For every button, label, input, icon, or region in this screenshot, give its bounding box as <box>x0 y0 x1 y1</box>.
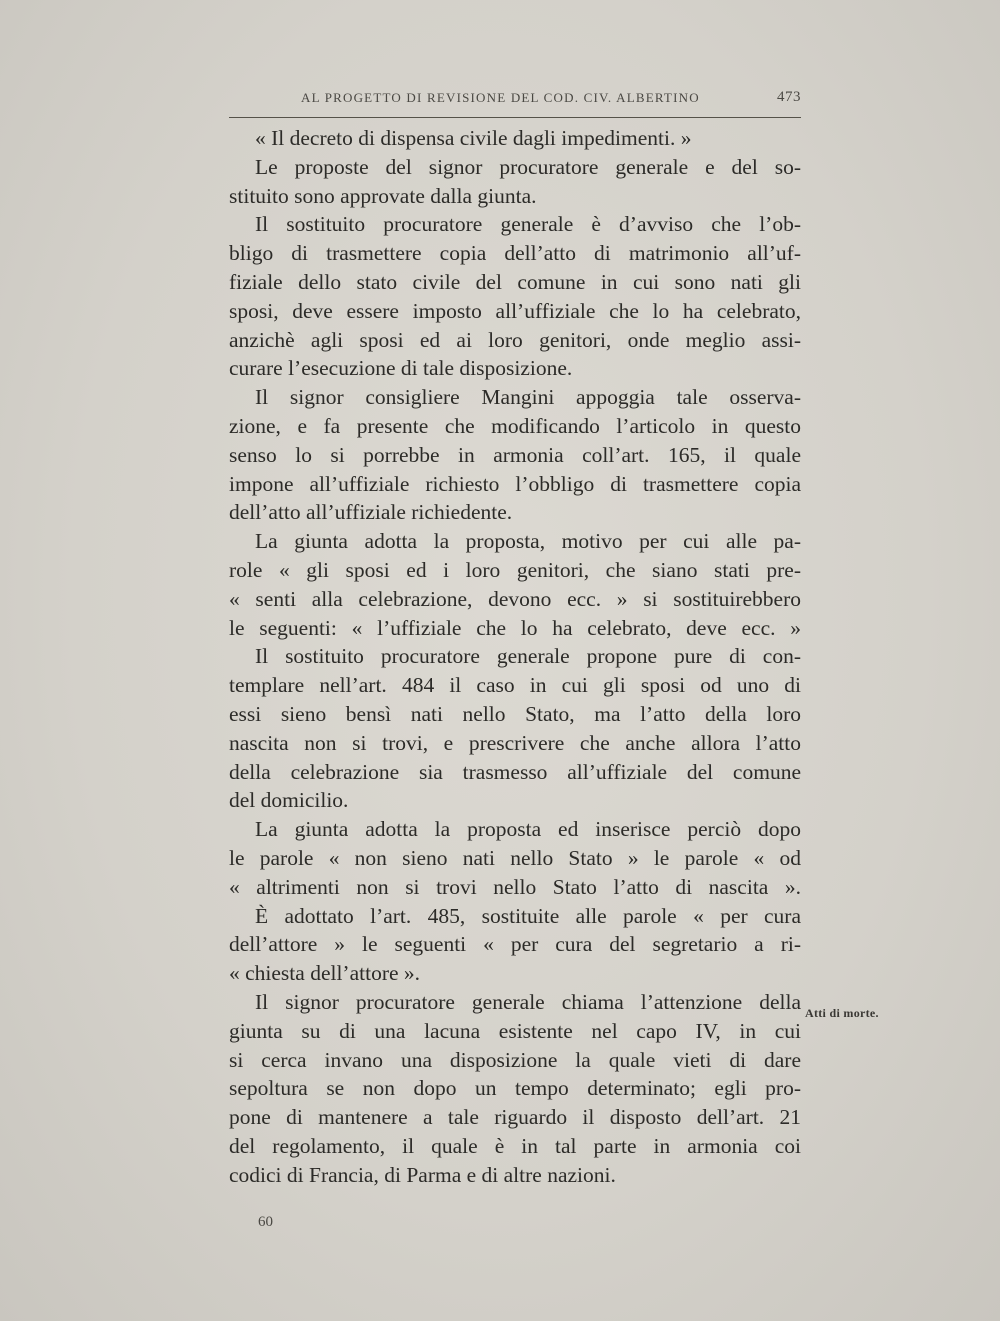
text-line: della celebrazione sia trasmesso all’uffiziale del comune <box>229 759 801 784</box>
text-line: stituito sono approvate dalla giunta. <box>229 183 537 208</box>
text-line: Il sostituito procuratore generale propone pure di con- <box>255 644 801 669</box>
text-line: essi sieno bensì nati nello Stato, ma l’atto della loro <box>229 701 801 726</box>
text-line: role « gli sposi ed i loro genitori, che siano stati pre- <box>229 557 801 582</box>
page-number: 473 <box>777 89 801 105</box>
header-rule <box>229 117 801 118</box>
text-line: sposi, deve essere imposto all’uffiziale che lo ha celebrato, <box>229 298 801 323</box>
text-line: le parole « non sieno nati nello Stato » le parole « od <box>229 845 801 870</box>
text-line: « chiesta dell’attore ». <box>229 961 421 986</box>
text-line: La giunta adotta la proposta, motivo per cui alle pa- <box>255 529 801 554</box>
text-line: « Il decreto di dispensa civile dagli impedimenti. » <box>255 126 692 150</box>
body-text <box>229 124 801 1189</box>
text-line: del domicilio. <box>229 788 349 813</box>
text-line: Le proposte del signor procuratore generale e del so- <box>255 154 801 179</box>
text-line: Il signor consigliere Mangini appoggia tale osserva- <box>255 385 801 410</box>
signature-mark: 60 <box>258 1214 273 1230</box>
text-line: codici di Francia, di Parma e di altre nazioni. <box>229 1162 616 1187</box>
text-line: La giunta adotta la proposta ed inserisce perciò dopo <box>255 817 801 842</box>
text-line: pone di mantenere a tale riguardo il disposto dell’art. 21 <box>229 1105 801 1130</box>
running-header-title: AL PROGETTO DI REVISIONE DEL COD. CIV. ALBERTINO <box>301 90 700 105</box>
margin-note: Atti di morte. <box>805 1006 879 1020</box>
text-line: le seguenti: « l’uffiziale che lo ha celebrato, deve ecc. » <box>229 615 801 640</box>
text-line: impone all’uffiziale richiesto l’obbligo di trasmettere copia <box>229 471 801 496</box>
text-line: Il sostituito procuratore generale è d’avviso che l’ob- <box>255 212 801 237</box>
text-line: senso lo si porrebbe in armonia coll’art. 165, il quale <box>229 442 801 467</box>
text-line: sepoltura se non dopo un tempo determinato; egli pro- <box>229 1076 801 1101</box>
text-line: del regolamento, il quale è in tal parte in armonia coi <box>229 1133 801 1158</box>
text-line: anzichè agli sposi ed ai loro genitori, onde meglio assi- <box>229 327 801 352</box>
text-line: È adottato l’art. 485, sostituite alle parole « per cura <box>255 903 801 928</box>
text-line: fiziale dello stato civile del comune in cui sono nati gli <box>229 269 801 294</box>
text-line: Il signor procuratore generale chiama l’attenzione della <box>255 989 801 1014</box>
text-line: dell’attore » le seguenti « per cura del segretario a ri- <box>229 932 801 957</box>
text-line: curare l’esecuzione di tale disposizione. <box>229 356 573 381</box>
text-line: giunta su di una lacuna esistente nel capo IV, in cui <box>229 1018 801 1043</box>
text-line: « altrimenti non si trovi nello Stato l’atto di nascita ». <box>229 874 801 899</box>
text-line: dell’atto all’uffiziale richiedente. <box>229 500 513 525</box>
text-line: « senti alla celebrazione, devono ecc. » si sostituirebbero <box>229 586 801 611</box>
text-line: zione, e fa presente che modificando l’articolo in questo <box>229 413 801 438</box>
text-line: nascita non si trovi, e prescrivere che anche allora l’atto <box>229 730 801 755</box>
text-line: si cerca invano una disposizione la quale vieti di dare <box>229 1047 801 1072</box>
running-header <box>229 90 801 112</box>
text-line: templare nell’art. 484 il caso in cui gli sposi od uno di <box>229 673 801 698</box>
text-line: bligo di trasmettere copia dell’atto di matrimonio all’uf- <box>229 241 801 266</box>
